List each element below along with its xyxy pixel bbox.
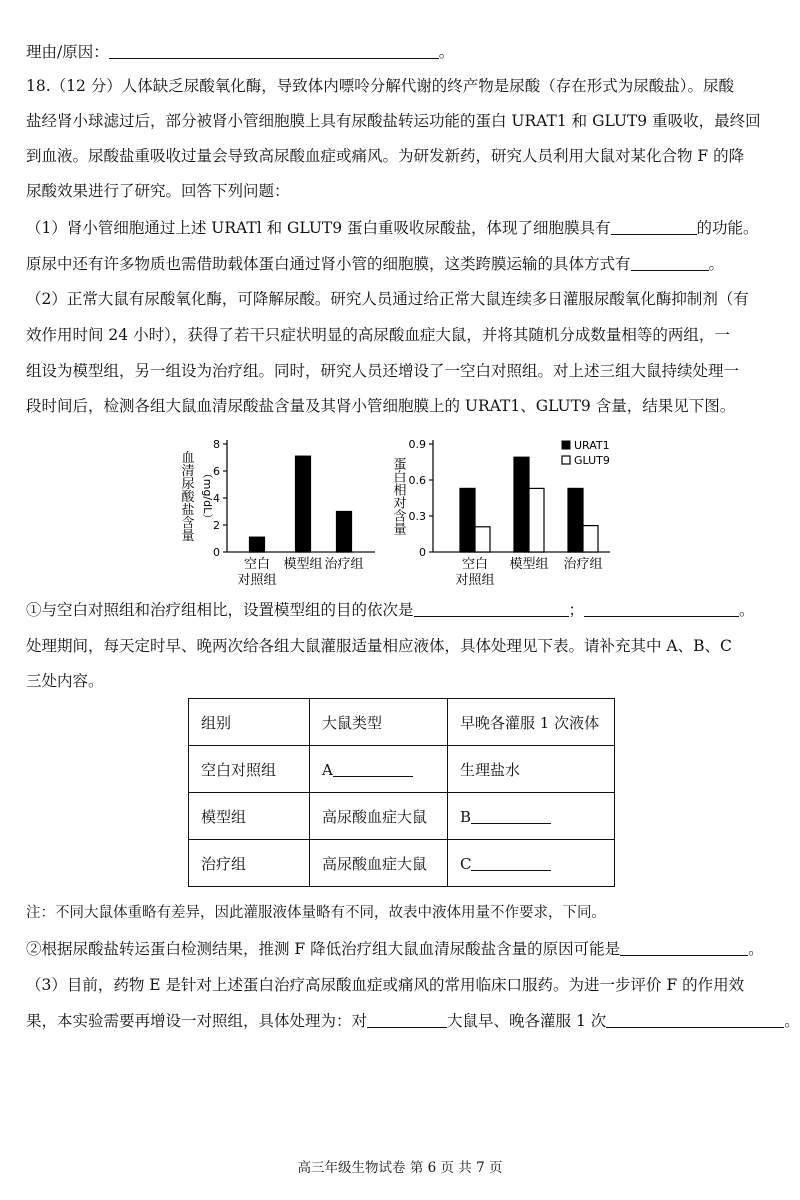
chart2-bar-urat1 xyxy=(514,457,529,552)
blank-c[interactable] xyxy=(471,854,551,871)
results-charts-svg xyxy=(170,430,620,590)
header-rat-type: 大鼠类型 xyxy=(310,699,448,746)
treatment-line-2: 三处内容。 xyxy=(26,672,104,690)
blank-a-label: A xyxy=(322,760,333,779)
blank-b[interactable] xyxy=(471,807,551,824)
chart2-tick-label: 0.3 xyxy=(408,510,426,523)
chart2-bar-glut9 xyxy=(475,527,490,552)
q18-sub1 xyxy=(26,600,755,620)
cell-rat-type: 高尿酸血症大鼠 xyxy=(310,840,448,887)
cell-liquid-b xyxy=(448,793,615,840)
chart2-category-label: 空白 xyxy=(461,557,489,572)
chart2-y-axis-label: 蛋白相对含量 xyxy=(390,457,406,535)
chart1-tick-label: 8 xyxy=(213,438,220,451)
chart1-tick-label: 2 xyxy=(213,519,220,532)
cell-group: 空白对照组 xyxy=(189,746,310,793)
q18-intro-line-1: 18.（12 分）人体缺乏尿酸氧化酶，导致体内嘌呤分解代谢的终产物是尿酸（存在形式为尿酸盐）。尿酸 xyxy=(26,77,735,95)
page-footer: 高三年级生物试卷 第 6 页 共 7 页 xyxy=(297,1160,503,1176)
purpose-blank-1[interactable] xyxy=(414,600,569,617)
q18-part1-line-2 xyxy=(26,254,724,274)
header-group: 组别 xyxy=(189,699,310,746)
treatment-line-1: 处理期间，每天定时早、晚两次给各组大鼠灌服适量相应液体，具体处理见下表。请补充其中 A、B、C xyxy=(26,637,732,655)
q18-intro-line-2: 盐经肾小球滤过后，部分被肾小管细胞膜上具有尿酸盐转运功能的蛋白 URAT1 和 GLUT9 重吸收，最终回 xyxy=(26,112,761,130)
chart1-bar-serum-urate xyxy=(250,537,265,552)
chart2-bar-urat1 xyxy=(460,488,475,552)
membrane-function-blank[interactable] xyxy=(611,218,697,235)
cell-group: 模型组 xyxy=(189,793,310,840)
table-row xyxy=(189,793,615,840)
chart1-category-label: 空白 xyxy=(243,557,271,572)
sub1-text: ①与空白对照组和治疗组相比，设置模型组的目的依次是 xyxy=(26,601,414,619)
results-figure xyxy=(170,430,620,590)
cell-rat-type-a xyxy=(310,746,448,793)
cell-liquid-c xyxy=(448,840,615,887)
chart2-tick-label: 0.9 xyxy=(408,438,426,451)
reason-label: 理由/原因： xyxy=(26,43,109,61)
chart2-tick-label: 0.6 xyxy=(408,474,426,487)
sub1-separator: ； xyxy=(568,601,585,619)
part1-text-end: 的功能。 xyxy=(696,219,759,237)
chart2-category-label-line2: 对照组 xyxy=(455,573,495,588)
q18-part2-line-3: 组设为模型组，另一组设为治疗组。同时，研究人员还增设了一空白对照组。对上述三组大鼠持续处理一 xyxy=(26,362,740,380)
chart1-tick-label: 0 xyxy=(213,546,220,559)
q18-part2-line-4: 段时间后，检测各组大鼠血清尿酸盐含量及其肾小管细胞膜上的 URAT1、GLUT9 含量，结果见下图。 xyxy=(26,397,736,415)
chart1-tick-label: 4 xyxy=(213,492,220,505)
cell-liquid: 生理盐水 xyxy=(448,746,615,793)
reason-suffix: 。 xyxy=(438,43,455,61)
cell-group: 治疗组 xyxy=(189,840,310,887)
blank-b-label: B xyxy=(460,807,472,826)
sub1-end: 。 xyxy=(739,601,755,619)
q18-part3-line-1: （3）目前，药物 E 是针对上述蛋白治疗高尿酸血症或痛风的常用临床口服药。为进一步评价 F 的作用效 xyxy=(26,976,745,994)
chart1-category-label: 模型组 xyxy=(283,557,323,572)
chart2-category-label: 模型组 xyxy=(509,557,549,572)
part1-text-2: 原尿中还有许多物质也需借助载体蛋白通过肾小管的细胞膜，这类跨膜运输的具体方式有 xyxy=(26,255,631,273)
part1-text: （1）肾小管细胞通过上述 URATl 和 GLUT9 蛋白重吸收尿酸盐，体现了细胞膜具有 xyxy=(26,219,611,237)
reason-blank[interactable] xyxy=(109,42,439,59)
legend-urat1-swatch xyxy=(562,441,570,449)
reason-f-blank[interactable] xyxy=(620,939,748,956)
blank-c-label: C xyxy=(460,854,472,873)
q18-part2-line-2: 效作用时间 24 小时），获得了若干只症状明显的高尿酸血症大鼠，并将其随机分成数量相等的两组，一 xyxy=(26,326,730,344)
purpose-blank-2[interactable] xyxy=(584,600,739,617)
chart1-y-axis-unit: （mg/dL） xyxy=(201,467,214,525)
chart1-category-label: 治疗组 xyxy=(324,557,364,572)
sub2-end: 。 xyxy=(748,940,764,958)
legend-glut9-swatch xyxy=(562,456,570,464)
chart2-bar-urat1 xyxy=(568,488,583,552)
q18-part1-line-1 xyxy=(26,218,759,238)
rat-type-blank[interactable] xyxy=(367,1011,447,1028)
chart2-tick-label: 0 xyxy=(419,546,426,559)
table-note: 注：不同大鼠体重略有差异，因此灌服液体量略有不同，故表中液体用量不作要求，下同。 xyxy=(26,905,606,921)
sub2-text: ②根据尿酸盐转运蛋白检测结果，推测 F 降低治疗组大鼠血清尿酸盐含量的原因可能是 xyxy=(26,940,621,958)
legend-urat1-label: URAT1 xyxy=(574,439,610,452)
q18-intro-line-4: 尿酸效果进行了研究。回答下列问题： xyxy=(26,182,290,200)
chart1-bar-serum-urate xyxy=(296,456,311,552)
part3-text-mid: 大鼠早、晚各灌服 1 次 xyxy=(447,1012,607,1030)
chart1-tick-label: 6 xyxy=(213,465,220,478)
q18-sub2 xyxy=(26,939,764,959)
previous-question-reason xyxy=(26,42,454,62)
treatment-table xyxy=(188,698,615,887)
q18-intro-line-3: 到血液。尿酸盐重吸收过量会导致高尿酸血症或痛风。为研发新药，研究人员利用大鼠对某化合物 F 的降 xyxy=(26,147,745,165)
transport-mode-blank[interactable] xyxy=(631,254,709,271)
table-row xyxy=(189,840,615,887)
chart2-bar-glut9 xyxy=(583,526,598,552)
blank-a[interactable] xyxy=(333,760,413,777)
chart2-category-label: 治疗组 xyxy=(563,557,603,572)
header-liquid: 早晚各灌服 1 次液体 xyxy=(448,699,615,746)
part3-end: 。 xyxy=(784,1012,800,1030)
cell-rat-type: 高尿酸血症大鼠 xyxy=(310,793,448,840)
part3-text: 果，本实验需要再增设一对照组，具体处理为：对 xyxy=(26,1012,368,1030)
table-row xyxy=(189,746,615,793)
part1-text-2-end: 。 xyxy=(708,255,725,273)
chart2-bar-glut9 xyxy=(529,488,544,552)
chart1-y-axis-label: 血清尿酸盐含量 xyxy=(178,450,194,542)
q18-part3-line-2 xyxy=(26,1011,800,1031)
chart1-bar-serum-urate xyxy=(337,512,352,553)
table-header-row xyxy=(189,699,615,746)
legend-glut9-label: GLUT9 xyxy=(574,454,610,467)
q18-part2-line-1: （2）正常大鼠有尿酸氧化酶，可降解尿酸。研究人员通过给正常大鼠连续多日灌服尿酸氧化酶抑制剂（有 xyxy=(26,290,749,308)
liquid-blank[interactable] xyxy=(606,1011,784,1028)
chart1-category-label-line2: 对照组 xyxy=(237,573,277,588)
